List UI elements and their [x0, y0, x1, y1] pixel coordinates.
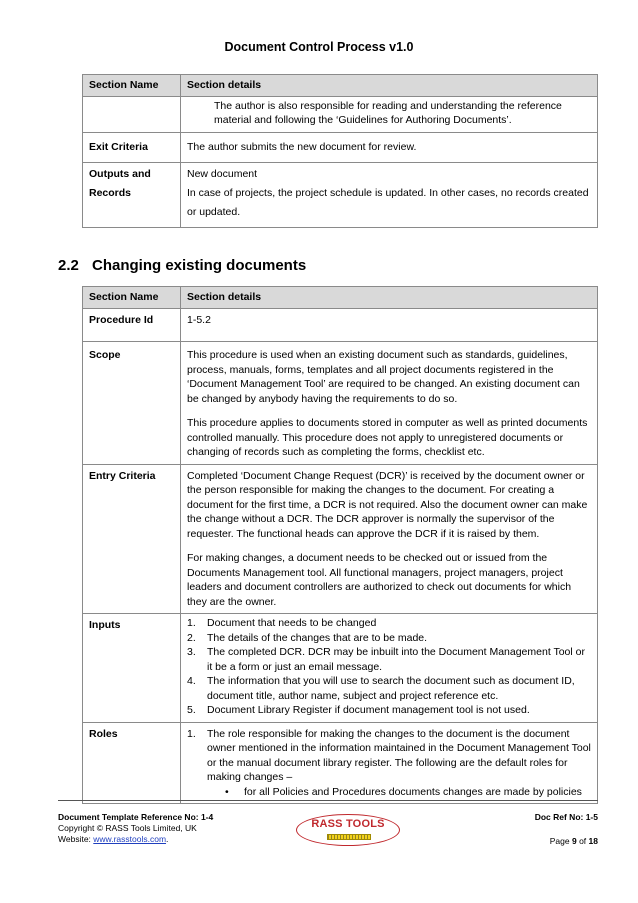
entry-criteria-cell	[181, 464, 598, 614]
table-header-row	[83, 287, 598, 309]
row-label-scope: Scope	[83, 342, 181, 465]
exit-criteria-text: The author submits the new document for review.	[181, 132, 598, 163]
footer-left	[58, 812, 213, 845]
scope-paragraph-1: This procedure is used when an existing document such as standards, guidelines, process, manuals, forms, templates and all project documents registered in the ‘Document Management Tool’ are required to be changed. An existing document can be changed by anybody having the requirements to do so.	[187, 349, 580, 405]
empty-cell	[83, 96, 181, 132]
list-item: 3. The completed DCR. DCR may be inbuilt into the Document Management Tool or it be a form or just an email message.	[187, 646, 585, 673]
outputs-label-line1: Outputs and	[89, 168, 151, 180]
table-row	[83, 96, 598, 132]
rass-tools-logo	[296, 814, 400, 846]
inputs-list	[187, 616, 591, 718]
table-row	[83, 614, 598, 723]
section-table-changing-documents	[82, 286, 598, 804]
table-row	[83, 464, 598, 614]
template-reference: Document Template Reference No: 1-4	[58, 812, 214, 822]
column-header-section-name: Section Name	[83, 75, 181, 97]
inputs-cell	[181, 614, 598, 723]
column-header-section-details: Section details	[181, 287, 598, 309]
table-row	[83, 163, 598, 228]
column-header-section-name: Section Name	[83, 287, 181, 309]
continued-text: The author is also responsible for reading and understanding the reference material and following the ‘Guidelines for Authoring Documents’.	[214, 99, 562, 126]
row-label-roles: Roles	[83, 722, 181, 804]
list-item: • for all Policies and Procedures documents changes are made by policies	[225, 785, 582, 798]
logo-text: RASS TOOLS	[311, 818, 385, 830]
entry-paragraph-2: For making changes, a document needs to be checked out or issued from the Documents Management tool. All functional managers, project managers, project leaders and document controllers are authorized to check out documents for which they are the owner.	[187, 552, 572, 608]
outputs-records-cell	[181, 163, 598, 228]
list-item: 5. Document Library Register if document management tool is not used.	[187, 704, 530, 716]
list-item: 2. The details of the changes that are to be made.	[187, 631, 428, 644]
section-title: Changing existing documents	[92, 257, 307, 274]
row-label-outputs-records	[83, 163, 181, 228]
procedure-id-value: 1-5.2	[181, 308, 598, 342]
page-number: Page 9 of 18	[549, 836, 598, 846]
scope-cell	[181, 342, 598, 465]
table-row	[83, 308, 598, 342]
footer-right	[486, 812, 598, 847]
section-table-continued	[82, 74, 598, 228]
list-item: 1. Document that needs to be changed	[187, 617, 377, 629]
outputs-label-line2: Records	[89, 187, 132, 199]
table-header-row	[83, 75, 598, 97]
row-label-procedure-id: Procedure Id	[83, 308, 181, 342]
website-link[interactable]: www.rasstools.com	[93, 834, 167, 844]
roles-list	[187, 727, 591, 785]
copyright-text: Copyright © RASS Tools Limited, UK	[58, 823, 197, 833]
scope-paragraph-2: This procedure applies to documents stored in computer as well as printed documents controlled manually. This procedure does not apply to unregistered documents or changing of records such as completing the forms, checklist etc.	[187, 417, 588, 458]
roles-cell	[181, 722, 598, 804]
entry-paragraph-1: Completed ‘Document Change Request (DCR)’ is received by the document owner or the person responsible for making the changes to the document. For creating a document for the first time, a DCR is not required. Also the document owner can make the change without a DCR. The DCR approver is normally the supervisor of the requester. The functional heads can approve the DCR if it is raised by them.	[187, 469, 588, 540]
list-item: 1. The role responsible for making the changes to the document is the document owner mentioned in the information maintained in the Document Management Tool or the manual document library register. The following are the default roles for making changes –	[187, 727, 591, 783]
doc-reference: Doc Ref No: 1-5	[534, 812, 598, 822]
ruler-icon	[327, 834, 371, 840]
outputs-line1: New document	[187, 168, 258, 180]
bullet-icon: •	[225, 785, 229, 798]
list-item: 4. The information that you will use to search the document such as document ID, document title, author name, subject and project reference etc.	[187, 675, 575, 702]
table-row	[83, 722, 598, 804]
row-label-entry-criteria: Entry Criteria	[83, 464, 181, 614]
continued-details-cell	[181, 96, 598, 132]
outputs-line2: In case of projects, the project schedule is updated. In other cases, no records created or updated.	[187, 187, 589, 218]
section-number: 2.2	[58, 257, 79, 274]
row-label-exit-criteria: Exit Criteria	[83, 132, 181, 163]
table-row	[83, 342, 598, 465]
footer-divider	[58, 800, 598, 801]
column-header-section-details: Section details	[181, 75, 598, 97]
table-row	[83, 132, 598, 163]
website-line: Website: www.rasstools.com.	[58, 834, 169, 844]
section-heading	[58, 257, 306, 274]
row-label-inputs: Inputs	[83, 614, 181, 723]
document-title: Document Control Process v1.0	[224, 40, 414, 54]
roles-bullet-list	[187, 785, 591, 800]
